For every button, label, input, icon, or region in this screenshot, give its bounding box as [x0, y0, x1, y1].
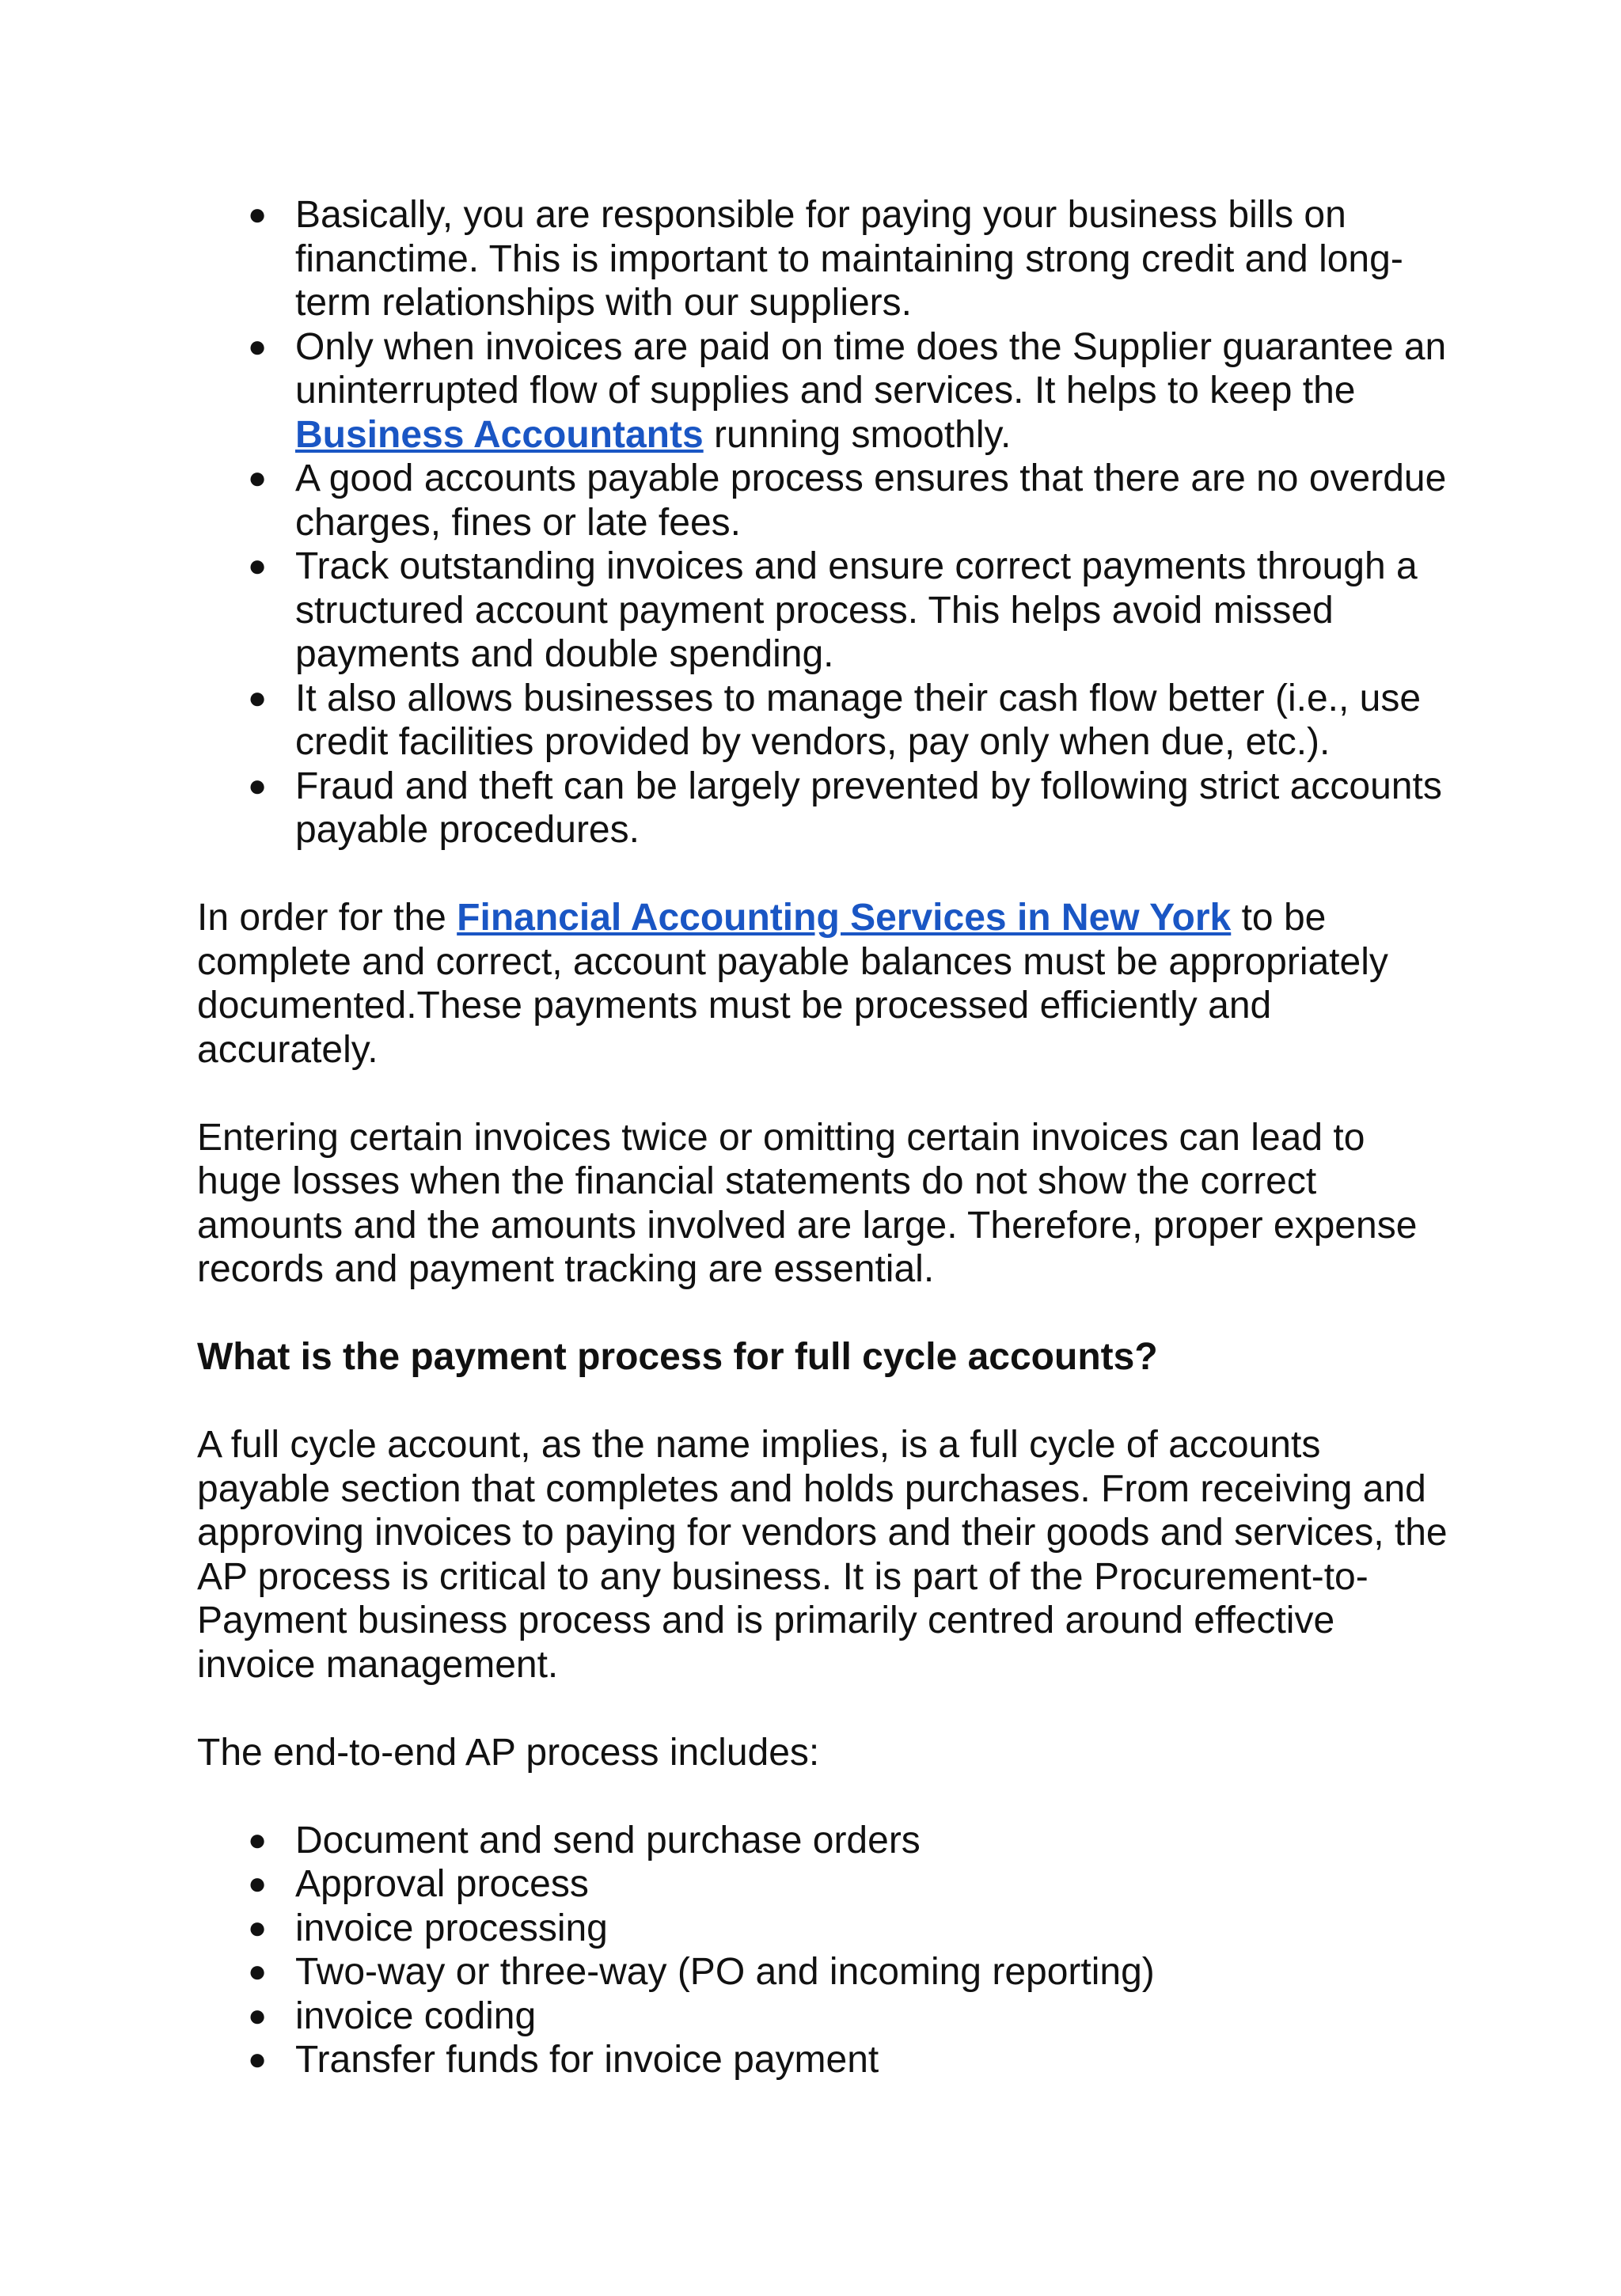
document-body: [197, 193, 1448, 2082]
bullet-icon: ●: [248, 197, 268, 232]
bullet-icon: ●: [248, 461, 268, 495]
list-item: ● Basically, you are responsible for paying your business bills on financtime. This is important to maintaining strong credit and long-term relationships with our suppliers.: [248, 194, 1403, 324]
bullet-icon: ●: [248, 1822, 268, 1858]
bullet-icon: ●: [248, 1998, 268, 2033]
bullet-icon: ●: [248, 328, 268, 364]
bullet-icon: ●: [248, 1866, 268, 1901]
list-item: ● A good accounts payable process ensures that there are no overdue charges, fines or late fees.: [248, 457, 1447, 544]
list-item: ● Two-way or three-way (PO and incoming reporting): [248, 1951, 1155, 1993]
ap-process-list: [197, 1819, 1448, 2082]
list-item: ● invoice coding: [248, 1994, 537, 2037]
bullet-icon: ●: [248, 1910, 268, 1945]
financial-accounting-link[interactable]: Financial Accounting Services in New York: [457, 897, 1232, 939]
paragraph-financial-services: In order for the Financial Accounting Services in New York to be complete and correct, account payable balances must be appropriately documented.These payments must be processed efficiently and accurately.: [197, 897, 1388, 1071]
list-item: ● Fraud and theft can be largely prevented by following strict accounts payable procedures.: [248, 765, 1442, 851]
list-item: ● Only when invoices are paid on time does the Supplier guarantee an uninterrupted flow of supplies and services. It helps to keep the Business Accountants running smoothly.: [248, 325, 1447, 456]
list-item: ● Track outstanding invoices and ensure correct payments through a structured account payment process. This helps avoid missed payments and double spending.: [248, 545, 1418, 675]
bullet-icon: ●: [248, 680, 268, 715]
bullet-icon: ●: [248, 1954, 268, 1989]
paragraph-invoice-errors: Entering certain invoices twice or omitting certain invoices can lead to huge losses when the financial statements do not show the correct amounts and the amounts involved are large. Therefore, proper expense records and payment tracking are essential.: [197, 1116, 1418, 1290]
bullet-icon: ●: [248, 768, 268, 803]
section-heading: What is the payment process for full cycle accounts?: [197, 1336, 1158, 1378]
list-item: ● Approval process: [248, 1863, 589, 1905]
business-accountants-link[interactable]: Business Accountants: [295, 413, 704, 456]
list-item: ● It also allows businesses to manage their cash flow better (i.e., use credit facilities provided by vendors, pay only when due, etc.).: [248, 677, 1422, 763]
benefits-list: [197, 193, 1448, 852]
bullet-icon: ●: [248, 548, 268, 583]
bullet-icon: ●: [248, 2042, 268, 2077]
paragraph-ap-intro: The end-to-end AP process includes:: [197, 1731, 820, 1774]
list-item: ● Transfer funds for invoice payment: [248, 2039, 879, 2081]
list-item: ● invoice processing: [248, 1907, 608, 1949]
paragraph-full-cycle: A full cycle account, as the name implies, is a full cycle of accounts payable section that completes and holds purchases. From receiving and approving invoices to paying for vendors and their goods and services, the AP process is critical to any business. It is part of the Procurement-to-Payment business process and is primarily centred around effective invoice management.: [197, 1424, 1448, 1686]
list-item: ● Document and send purchase orders: [248, 1819, 921, 1861]
